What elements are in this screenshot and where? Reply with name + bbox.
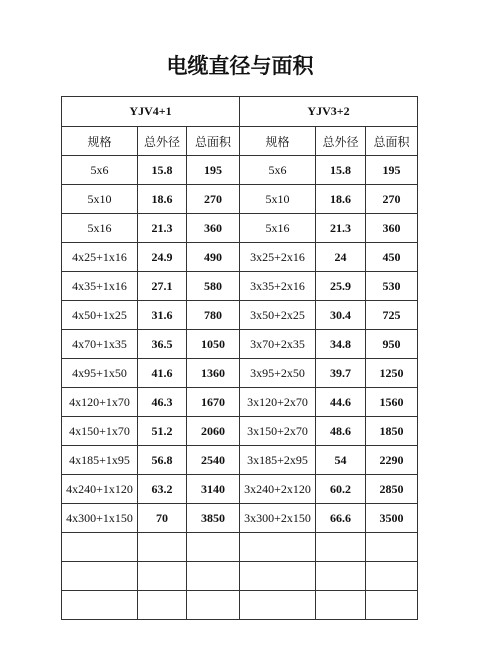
total-area-cell: 725 — [366, 301, 418, 330]
total-area-cell: 3500 — [366, 504, 418, 533]
total-area-cell: 580 — [187, 272, 240, 301]
outer-diameter-cell: 24 — [316, 243, 366, 272]
total-area-cell: 3850 — [187, 504, 240, 533]
table-body — [62, 97, 418, 620]
spec-cell: 5x6 — [240, 156, 316, 185]
outer-diameter-cell: 66.6 — [316, 504, 366, 533]
total-area-cell: 450 — [366, 243, 418, 272]
spec-cell — [62, 533, 138, 562]
outer-diameter-cell — [316, 591, 366, 620]
outer-diameter-cell: 48.6 — [316, 417, 366, 446]
outer-diameter-cell — [138, 533, 187, 562]
spec-cell — [62, 562, 138, 591]
header-outer-diameter: 总外径 — [138, 127, 187, 156]
spec-cell: 3x120+2x70 — [240, 388, 316, 417]
page-title: 电缆直径与面积 — [166, 54, 314, 78]
total-area-cell: 2290 — [366, 446, 418, 475]
table-row — [62, 446, 418, 475]
spec-cell: 3x95+2x50 — [240, 359, 316, 388]
outer-diameter-cell: 70 — [138, 504, 187, 533]
table-row — [62, 185, 418, 214]
header-outer-diameter: 总外径 — [316, 127, 366, 156]
total-area-cell: 780 — [187, 301, 240, 330]
spec-cell: 4x25+1x16 — [62, 243, 138, 272]
header-total-area: 总面积 — [187, 127, 240, 156]
spec-cell: 4x240+1x120 — [62, 475, 138, 504]
group-header-yjv4-1: YJV4+1 — [62, 97, 240, 127]
header-spec: 规格 — [240, 127, 316, 156]
spec-cell: 3x70+2x35 — [240, 330, 316, 359]
total-area-cell — [187, 562, 240, 591]
spec-cell: 4x70+1x35 — [62, 330, 138, 359]
table-row — [62, 243, 418, 272]
table-row — [62, 504, 418, 533]
table-row — [62, 330, 418, 359]
table-row — [62, 417, 418, 446]
spec-cell: 4x95+1x50 — [62, 359, 138, 388]
total-area-cell — [366, 533, 418, 562]
spec-cell — [240, 533, 316, 562]
column-header-row — [62, 127, 418, 156]
total-area-cell: 3140 — [187, 475, 240, 504]
outer-diameter-cell — [316, 533, 366, 562]
spec-cell: 3x185+2x95 — [240, 446, 316, 475]
outer-diameter-cell: 15.8 — [316, 156, 366, 185]
spec-cell: 5x16 — [240, 214, 316, 243]
outer-diameter-cell: 41.6 — [138, 359, 187, 388]
total-area-cell — [187, 591, 240, 620]
outer-diameter-cell: 44.6 — [316, 388, 366, 417]
spec-cell: 4x50+1x25 — [62, 301, 138, 330]
spec-cell — [240, 591, 316, 620]
spec-cell: 4x150+1x70 — [62, 417, 138, 446]
spec-cell: 3x150+2x70 — [240, 417, 316, 446]
spec-cell — [240, 562, 316, 591]
outer-diameter-cell: 18.6 — [316, 185, 366, 214]
total-area-cell: 2060 — [187, 417, 240, 446]
outer-diameter-cell: 39.7 — [316, 359, 366, 388]
total-area-cell: 270 — [366, 185, 418, 214]
outer-diameter-cell: 31.6 — [138, 301, 187, 330]
outer-diameter-cell: 21.3 — [138, 214, 187, 243]
spec-cell: 4x120+1x70 — [62, 388, 138, 417]
header-total-area: 总面积 — [366, 127, 418, 156]
table-row — [62, 475, 418, 504]
total-area-cell — [366, 591, 418, 620]
total-area-cell: 1560 — [366, 388, 418, 417]
outer-diameter-cell: 18.6 — [138, 185, 187, 214]
outer-diameter-cell: 60.2 — [316, 475, 366, 504]
total-area-cell: 195 — [366, 156, 418, 185]
outer-diameter-cell: 46.3 — [138, 388, 187, 417]
outer-diameter-cell: 63.2 — [138, 475, 187, 504]
table-row — [62, 388, 418, 417]
total-area-cell: 1050 — [187, 330, 240, 359]
outer-diameter-cell: 27.1 — [138, 272, 187, 301]
outer-diameter-cell: 36.5 — [138, 330, 187, 359]
total-area-cell: 530 — [366, 272, 418, 301]
spec-cell: 4x300+1x150 — [62, 504, 138, 533]
table-row — [62, 533, 418, 562]
group-header-yjv3-2: YJV3+2 — [240, 97, 418, 127]
outer-diameter-cell: 21.3 — [316, 214, 366, 243]
total-area-cell: 950 — [366, 330, 418, 359]
spec-cell: 3x25+2x16 — [240, 243, 316, 272]
spec-cell — [62, 591, 138, 620]
total-area-cell: 1250 — [366, 359, 418, 388]
table-row — [62, 301, 418, 330]
spec-cell: 3x50+2x25 — [240, 301, 316, 330]
total-area-cell — [366, 562, 418, 591]
total-area-cell: 360 — [366, 214, 418, 243]
spec-cell: 5x6 — [62, 156, 138, 185]
spec-cell: 4x185+1x95 — [62, 446, 138, 475]
cable-spec-table — [61, 96, 418, 620]
table-row — [62, 214, 418, 243]
total-area-cell: 490 — [187, 243, 240, 272]
table-row — [62, 591, 418, 620]
outer-diameter-cell: 25.9 — [316, 272, 366, 301]
total-area-cell: 1360 — [187, 359, 240, 388]
outer-diameter-cell — [316, 562, 366, 591]
total-area-cell: 195 — [187, 156, 240, 185]
outer-diameter-cell — [138, 591, 187, 620]
spec-cell: 3x240+2x120 — [240, 475, 316, 504]
outer-diameter-cell: 15.8 — [138, 156, 187, 185]
total-area-cell: 1850 — [366, 417, 418, 446]
total-area-cell: 2540 — [187, 446, 240, 475]
table-row — [62, 359, 418, 388]
spec-cell: 5x10 — [62, 185, 138, 214]
spec-cell: 4x35+1x16 — [62, 272, 138, 301]
header-spec: 规格 — [62, 127, 138, 156]
outer-diameter-cell — [138, 562, 187, 591]
group-header-row — [62, 97, 418, 127]
outer-diameter-cell: 56.8 — [138, 446, 187, 475]
outer-diameter-cell: 24.9 — [138, 243, 187, 272]
total-area-cell: 2850 — [366, 475, 418, 504]
total-area-cell: 1670 — [187, 388, 240, 417]
total-area-cell — [187, 533, 240, 562]
total-area-cell: 270 — [187, 185, 240, 214]
outer-diameter-cell: 51.2 — [138, 417, 187, 446]
total-area-cell: 360 — [187, 214, 240, 243]
table-row — [62, 272, 418, 301]
spec-cell: 5x16 — [62, 214, 138, 243]
outer-diameter-cell: 54 — [316, 446, 366, 475]
spec-cell: 3x300+2x150 — [240, 504, 316, 533]
spec-cell: 5x10 — [240, 185, 316, 214]
spec-cell: 3x35+2x16 — [240, 272, 316, 301]
table-row — [62, 156, 418, 185]
outer-diameter-cell: 34.8 — [316, 330, 366, 359]
table-row — [62, 562, 418, 591]
outer-diameter-cell: 30.4 — [316, 301, 366, 330]
